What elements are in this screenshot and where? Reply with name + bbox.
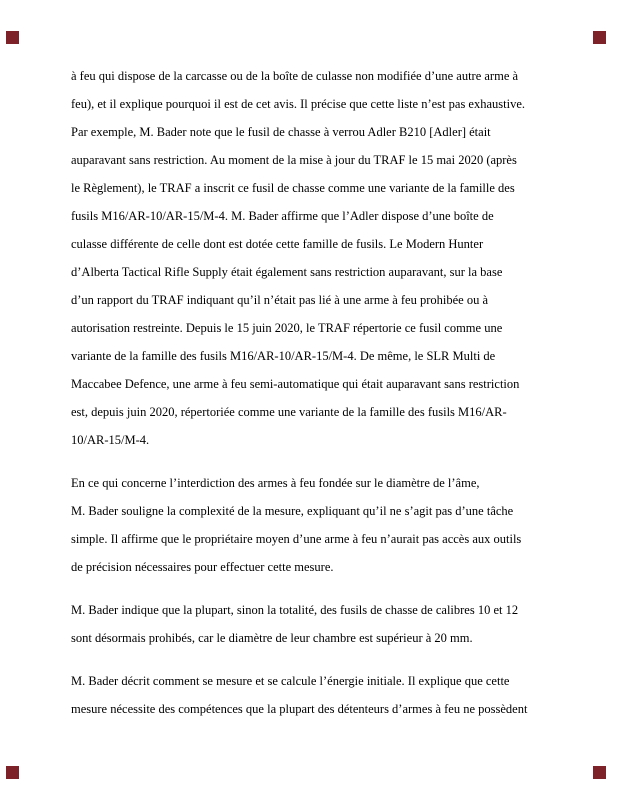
paragraph	[71, 596, 571, 652]
corner-marker-top-right	[593, 31, 606, 44]
text-line: d’un rapport du TRAF indiquant qu’il n’était pas lié à une arme à feu prohibée ou à	[71, 293, 489, 307]
text-line: sont désormais prohibés, car le diamètre de leur chambre est supérieur à 20 mm.	[71, 631, 473, 645]
text-line: 10/AR-15/M-4.	[71, 433, 150, 447]
text-line: fusils M16/AR-10/AR-15/M-4. M. Bader affirme que l’Adler dispose d’une boîte de	[71, 209, 494, 223]
text-line: M. Bader décrit comment se mesure et se calcule l’énergie initiale. Il explique que cette	[71, 674, 510, 688]
text-line: est, depuis juin 2020, répertoriée comme une variante de la famille des fusils M16/AR-	[71, 405, 507, 419]
text-line: d’Alberta Tactical Rifle Supply était également sans restriction auparavant, sur la base	[71, 265, 503, 279]
document-text-block	[71, 62, 571, 723]
corner-marker-bottom-right	[593, 766, 606, 779]
text-line: autorisation restreinte. Depuis le 15 juin 2020, le TRAF répertorie ce fusil comme une	[71, 321, 503, 335]
text-line: M. Bader souligne la complexité de la mesure, expliquant qu’il ne s’agit pas d’une tâche	[71, 504, 514, 518]
text-line: culasse différente de celle dont est dotée cette famille de fusils. Le Modern Hunter	[71, 237, 484, 251]
text-line: de précision nécessaires pour effectuer cette mesure.	[71, 560, 334, 574]
text-line: mesure nécessite des compétences que la plupart des détenteurs d’armes à feu ne possèdent	[71, 702, 528, 716]
text-line: variante de la famille des fusils M16/AR-10/AR-15/M-4. De même, le SLR Multi de	[71, 349, 496, 363]
text-line: auparavant sans restriction. Au moment de la mise à jour du TRAF le 15 mai 2020 (après	[71, 153, 517, 167]
text-line: à feu qui dispose de la carcasse ou de la boîte de culasse non modifiée d’une autre arme à	[71, 69, 519, 83]
paragraph	[71, 667, 571, 723]
corner-marker-top-left	[6, 31, 19, 44]
text-line: Par exemple, M. Bader note que le fusil de chasse à verrou Adler B210 [Adler] était	[71, 125, 491, 139]
text-line: M. Bader indique que la plupart, sinon la totalité, des fusils de chasse de calibres 10 et 12	[71, 603, 519, 617]
paragraph	[71, 62, 571, 454]
text-line: En ce qui concerne l’interdiction des armes à feu fondée sur le diamètre de l’âme,	[71, 476, 480, 490]
text-line: feu), et il explique pourquoi il est de cet avis. Il précise que cette liste n’est pas exhaustive.	[71, 97, 526, 111]
corner-marker-bottom-left	[6, 766, 19, 779]
text-line: le Règlement), le TRAF a inscrit ce fusil de chasse comme une variante de la famille des	[71, 181, 515, 195]
text-line: simple. Il affirme que le propriétaire moyen d’une arme à feu n’aurait pas accès aux outils	[71, 532, 522, 546]
paragraph	[71, 469, 571, 581]
text-line: Maccabee Defence, une arme à feu semi-automatique qui était auparavant sans restriction	[71, 377, 520, 391]
